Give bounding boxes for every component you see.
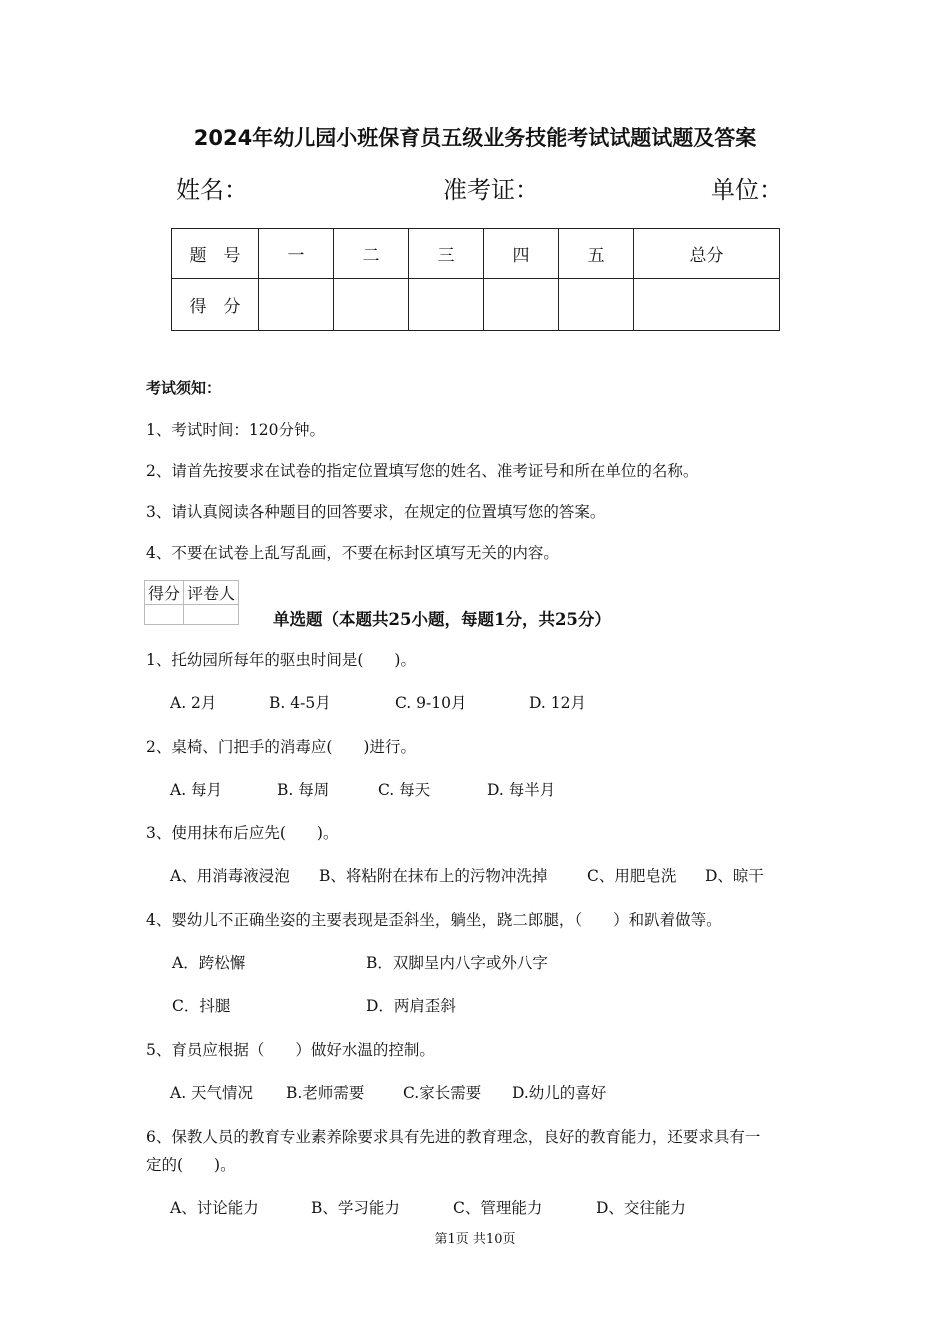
score-table-header-label: 题 号 [172, 229, 259, 279]
score-cell-2[interactable] [334, 279, 409, 331]
question-4-option-a[interactable]: A．跨松懈 [172, 954, 246, 972]
question-5-stem: 5、育员应根据（ ）做好水温的控制。 [146, 1041, 435, 1059]
question-5-option-c[interactable]: C.家长需要 [403, 1084, 482, 1102]
score-table-header-row [172, 229, 780, 279]
grader-box [144, 580, 239, 625]
question-5-option-a[interactable]: A. 天气情况 [170, 1084, 254, 1102]
question-4-option-c[interactable]: C．抖腿 [172, 997, 231, 1015]
name-field-label: 姓名： [176, 176, 248, 204]
score-table-col-total: 总分 [634, 229, 780, 279]
score-table-col-5: 五 [559, 229, 634, 279]
question-4-option-b[interactable]: B．双脚呈内八字或外八字 [366, 954, 548, 972]
question-1-option-a[interactable]: A. 2月 [170, 694, 217, 712]
question-1-stem: 1、托幼园所每年的驱虫时间是( )。 [146, 651, 416, 669]
notice-item-1: 1、考试时间：120分钟。 [146, 421, 325, 439]
question-6-option-d[interactable]: D、交往能力 [596, 1199, 686, 1217]
score-cell-1[interactable] [259, 279, 334, 331]
question-5-option-d[interactable]: D.幼儿的喜好 [512, 1084, 607, 1102]
question-3-stem: 3、使用抹布后应先( )。 [146, 824, 339, 842]
unit-field-label: 单位： [711, 176, 783, 204]
score-table-row-label: 得 分 [172, 279, 259, 331]
question-2-option-a[interactable]: A. 每月 [170, 781, 223, 799]
question-2-option-c[interactable]: C. 每天 [378, 781, 431, 799]
question-2-option-b[interactable]: B. 每周 [277, 781, 330, 799]
score-cell-4[interactable] [484, 279, 559, 331]
score-table-col-3: 三 [409, 229, 484, 279]
question-3-option-b[interactable]: B、将粘附在抹布上的污物冲洗掉 [319, 867, 548, 885]
score-table-col-1: 一 [259, 229, 334, 279]
question-2-option-d[interactable]: D. 每半月 [487, 781, 556, 799]
exam-id-field-label: 准考证： [443, 176, 539, 204]
grader-score-label: 得分 [145, 581, 184, 605]
score-table-score-row [172, 279, 780, 331]
notice-item-4: 4、不要在试卷上乱写乱画，不要在标封区填写无关的内容。 [146, 544, 559, 562]
question-1-option-d[interactable]: D. 12月 [529, 694, 586, 712]
score-table-col-4: 四 [484, 229, 559, 279]
question-4-option-d[interactable]: D．两肩歪斜 [366, 997, 456, 1015]
score-cell-3[interactable] [409, 279, 484, 331]
question-3-option-a[interactable]: A、用消毒液浸泡 [170, 867, 290, 885]
question-6-stem-line-1: 6、保教人员的教育专业素养除要求具有先进的教育理念，良好的教育能力，还要求具有一 [146, 1128, 761, 1146]
question-3-option-d[interactable]: D、晾干 [705, 867, 764, 885]
question-6-option-c[interactable]: C、管理能力 [453, 1199, 543, 1217]
score-table [171, 228, 780, 331]
question-4-stem: 4、婴幼儿不正确坐姿的主要表现是歪斜坐，躺坐，跷二郎腿，（ ）和趴着做等。 [146, 911, 722, 929]
question-2-stem: 2、桌椅、门把手的消毒应( )进行。 [146, 738, 416, 756]
notice-item-3: 3、请认真阅读各种题目的回答要求，在规定的位置填写您的答案。 [146, 503, 606, 521]
notice-heading: 考试须知： [146, 379, 222, 397]
section-heading: 单选题（本题共25小题，每题1分，共25分） [273, 610, 611, 629]
question-6-stem-line-2: 定的( )。 [146, 1156, 236, 1174]
score-cell-total[interactable] [634, 279, 780, 331]
question-6-option-a[interactable]: A、讨论能力 [170, 1199, 259, 1217]
question-3-option-c[interactable]: C、用肥皂洗 [587, 867, 677, 885]
score-table-col-2: 二 [334, 229, 409, 279]
page-footer: 第1页 共10页 [434, 1232, 516, 1247]
question-6-option-b[interactable]: B、学习能力 [311, 1199, 400, 1217]
notice-item-2: 2、请首先按要求在试卷的指定位置填写您的姓名、准考证号和所在单位的名称。 [146, 462, 699, 480]
page-title: 2024年幼儿园小班保育员五级业务技能考试试题试题及答案 [193, 126, 757, 150]
question-1-option-c[interactable]: C. 9-10月 [395, 694, 467, 712]
question-1-option-b[interactable]: B. 4-5月 [269, 694, 331, 712]
grader-name-label: 评卷人 [184, 581, 239, 605]
question-5-option-b[interactable]: B.老师需要 [286, 1084, 365, 1102]
score-cell-5[interactable] [559, 279, 634, 331]
grader-score-cell[interactable] [145, 605, 184, 625]
grader-name-cell[interactable] [184, 605, 239, 625]
